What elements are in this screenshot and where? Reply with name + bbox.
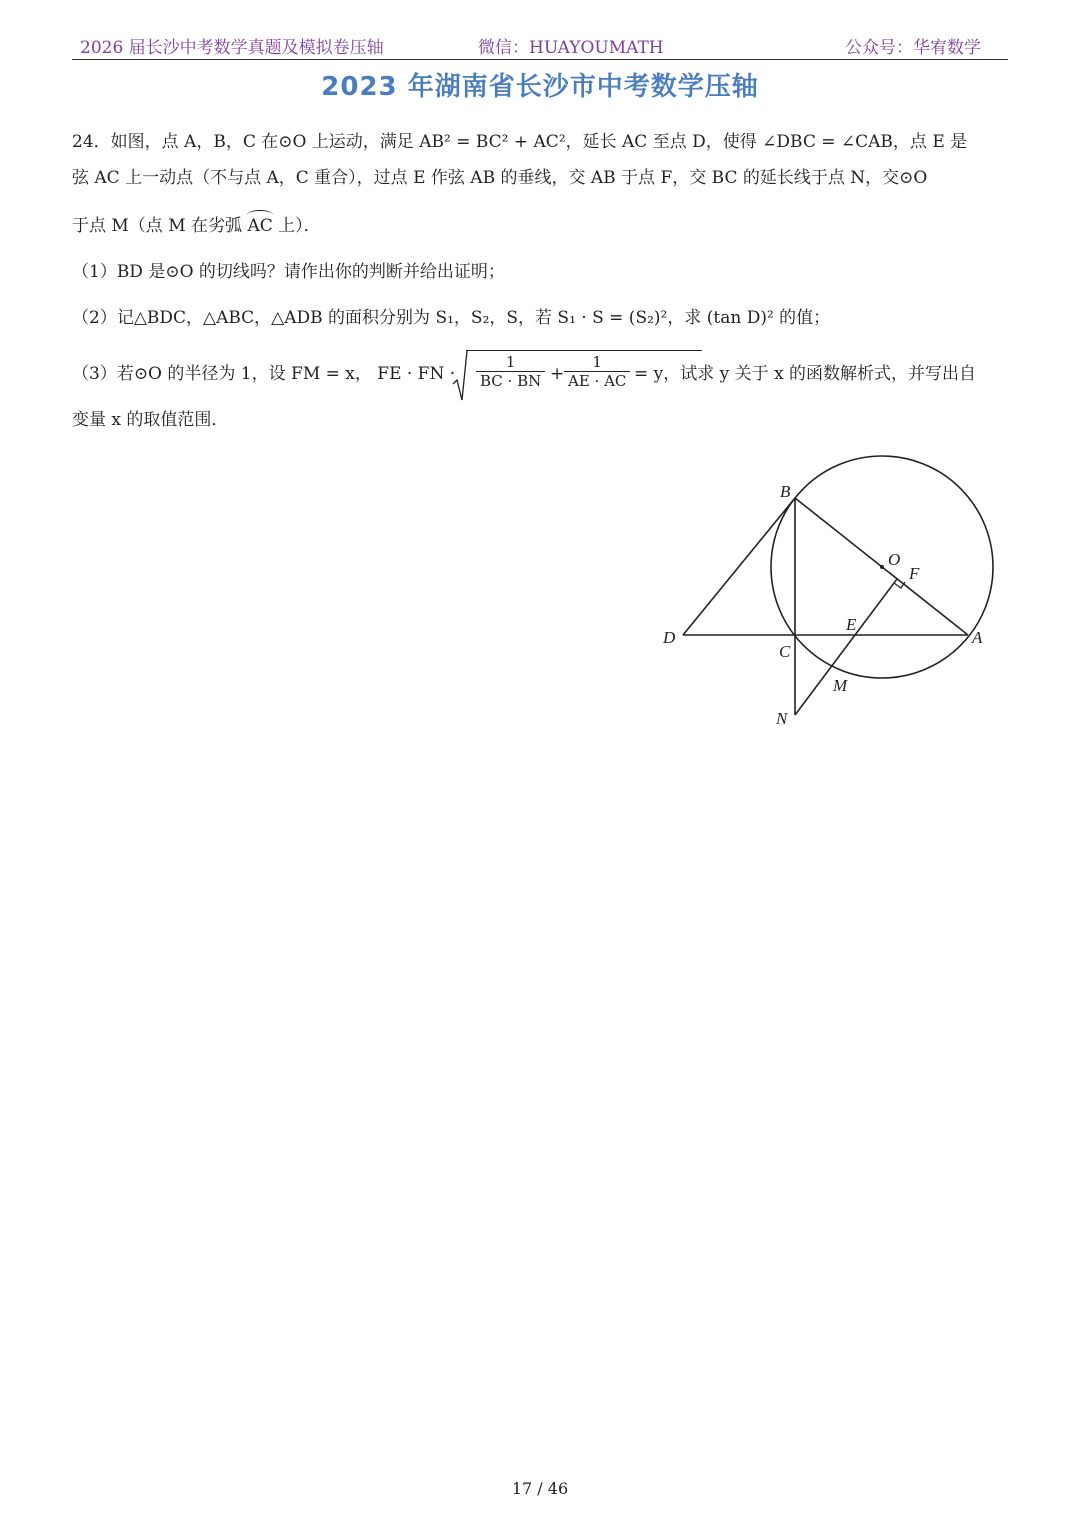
question-3-line-1 xyxy=(72,350,1012,400)
label-c: C xyxy=(779,642,791,661)
question-1: （1）BD 是⊙O 的切线吗？请作出你的判断并给出证明； xyxy=(72,262,505,282)
problem-text-3-pre: 于点 M（点 M 在劣弧 xyxy=(72,216,248,236)
label-e: E xyxy=(846,615,857,634)
problem-text-3-post: 上）． xyxy=(272,216,321,236)
label-d: D xyxy=(663,628,676,647)
center-dot xyxy=(880,565,884,569)
page-number: 17 / 46 xyxy=(511,1479,569,1498)
fraction-1-numerator: 1 xyxy=(476,353,545,372)
header-left-title: 2026 届长沙中考数学真题及模拟卷压轴 xyxy=(80,38,384,58)
header-account: 公众号：华宥数学 xyxy=(845,38,981,58)
fraction-2-numerator: 1 xyxy=(564,353,630,372)
radical-sign xyxy=(452,350,468,402)
fraction-1-denominator: BC · BN xyxy=(480,372,542,390)
problem-text-1: 如图，点 A，B，C 在⊙O 上运动，满足 AB² = BC² + AC²，延长 AC 至点 D，使得 ∠DBC = ∠CAB，点 E 是 xyxy=(110,132,968,152)
header-wechat: 微信：HUAYOUMATH xyxy=(478,38,664,58)
problem-line-1 xyxy=(72,132,1012,152)
plus-sign: + xyxy=(550,364,565,384)
question-3-pre: （3）若⊙O 的半径为 1，设 FM = x， FE · FN · xyxy=(72,364,456,384)
fraction-1 xyxy=(476,353,545,390)
segment-bd xyxy=(683,498,795,635)
label-a: A xyxy=(972,628,983,647)
problem-line-2: 弦 AC 上一动点（不与点 A，C 重合），过点 E 作弦 AB 的垂线，交 AB 于点 F，交 BC 的延长线于点 N，交⊙O xyxy=(72,168,928,188)
label-n: N xyxy=(776,709,788,728)
label-b: B xyxy=(780,482,791,501)
header-divider xyxy=(72,59,1008,60)
label-o: O xyxy=(888,550,901,569)
question-3-post: = y，试求 y 关于 x 的函数解析式，并写出自 xyxy=(634,364,977,384)
problem-line-3 xyxy=(72,216,1012,236)
question-2: （2）记△BDC，△ABC，△ADB 的面积分别为 S₁，S₂，S，若 S₁ · S = (S₂)²，求 (tan D)² 的值； xyxy=(72,308,831,328)
fraction-2-denominator: AE · AC xyxy=(568,372,627,390)
label-m: M xyxy=(833,676,848,695)
fraction-2 xyxy=(564,353,630,390)
page-title: 2023 年湖南省长沙市中考数学压轴 xyxy=(321,72,759,102)
question-3-line-2: 变量 x 的取值范围． xyxy=(72,410,229,430)
minor-arc-ac: AC xyxy=(247,216,273,236)
label-f: F xyxy=(909,564,920,583)
problem-number: 24． xyxy=(72,132,111,152)
geometry-figure xyxy=(650,445,1010,735)
